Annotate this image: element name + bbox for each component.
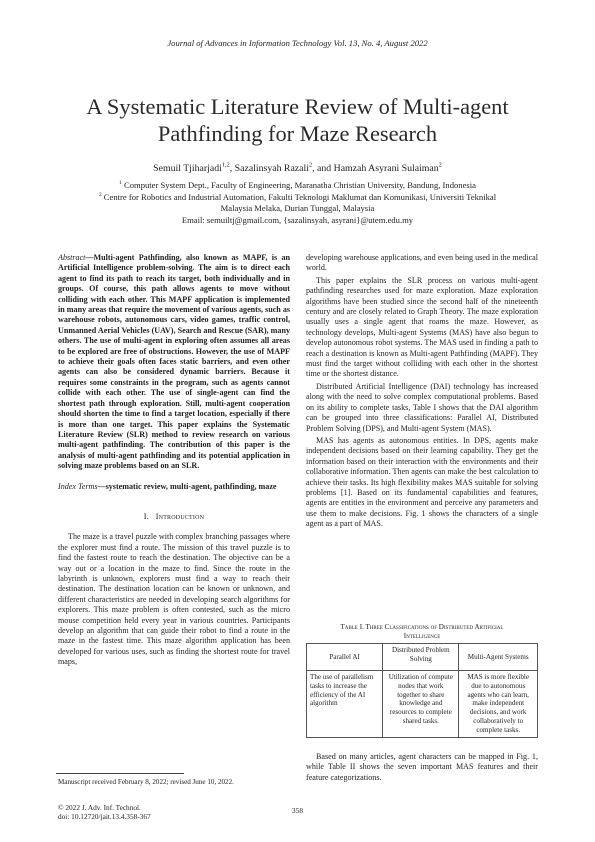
author-1: Semuil Tjiharjadi (153, 163, 222, 174)
right-paragraph-0: developing warehouse applications, and even being used in the medical world. (306, 253, 538, 273)
right-column (306, 253, 538, 530)
left-column (58, 253, 290, 668)
author-2-sup: 2 (308, 161, 313, 169)
intro-paragraph: The maze is a travel puzzle with complex branching passages where the explorer must find a route. The mission of this travel puzzle is to find the fastest route to reach the destination. The objective can be a way out or a location in the maze to find. Since the route in the labyrinth is unknown, explorers must find a way to reach their destination. The destination location can be known or unknown, and different characteristics are needed in developing search algorithms for explorers. This maze problem is often contested, such as the micro mouse competition held every year in various countries. Participants develop an algorithm that can guide their robot to find a route in the maze in the fastest time. This maze algorithm application has been developed for various uses, such as finding the shortest route for travel maps, (58, 532, 290, 667)
title-line-2: Pathfinding for Maze Research (157, 121, 438, 146)
table-header-cell: Multi-Agent Systems (459, 644, 538, 671)
table-caption (306, 623, 538, 641)
right-paragraph-2: Distributed Artificial Intelligence (DAI) technology has increased along with the need to solve complex computational problems. Based on its ability to complete tasks, Table I shows that the DAI algorithm can be grouped into three classifications: Parallel AI, Distributed Problem Solving (DPS), and Multi-agent System (MAS). (306, 381, 538, 433)
table-row (307, 671, 538, 738)
table-caption-line-2: Intelligence (403, 632, 441, 640)
affiliation-1-text: Computer System Dept., Faculty of Engineering, Maranatha Christian University, Bandung, Indonesia (121, 180, 476, 190)
affiliation-1-sup: 1 (119, 180, 122, 187)
affiliation-1 (30, 180, 565, 191)
abstract (58, 253, 290, 472)
paper-title (40, 93, 555, 147)
right-bottom-column (306, 752, 538, 783)
abstract-text: —Multi-agent Pathfinding, also known as MAPF, is an Artificial Intelligence problem-solving. The aim is to direct each agent to find its path to reach its target, both individually and in groups. Of course, this path allows agents to move without colliding with each other. This MAPF application is implemented in many areas that require the movement of various agents, such as warehouse robots, autonomous cars, video games, traffic control, Unmanned Aerial Vehicles (UAV), Search and Rescue (SAR), many others. The use of multi-agent in exploring often assumes all areas to be explored are free of obstructions. However, the use of MAPF to achieve their goals often faces static barriers, and even other agents can also be considered dynamic barriers. Because it requires some constraints in the program, such as agents cannot collide with each other. The use of single-agent can find the shortest path through exploration. Still, multi-agent cooperation should shorten the time to find a target location, especially if there is more than one target. This paper explains the Systematic Literature Review (SLR) method to review research on various multi-agent pathfinding. The contribution of this paper is the analysis of multi-agent pathfinding and its potential application in solving maze problems based on an SLR. (58, 253, 291, 471)
footnote-divider (56, 773, 184, 774)
author-3: , and Hamzah Asyrani Sulaiman (312, 163, 439, 174)
section-number: I. (143, 511, 149, 521)
table-cell: Utilization of compute nodes that work together to share knowledge and resources to complete shared tasks. (383, 671, 459, 738)
affiliation-2-sup: 2 (98, 192, 102, 199)
index-terms (58, 482, 290, 492)
author-list (0, 163, 595, 174)
author-2: , Sazalinsyah Razali (229, 163, 309, 174)
table-cell: The use of parallelism tasks to increase the efficiency of the AI algorithm (307, 671, 383, 738)
table-cell: MAS is more flexible due to autonomous agents who can learn, make independent decisions, and work collaboratively to complete tasks. (459, 671, 538, 738)
copyright: © 2022 J. Adv. Inf. Technol. (58, 803, 141, 812)
right-paragraph-4: Based on many articles, agent characters can be mapped in Fig. 1, while Table II shows the seven important MAS features and their feature categorizations. (306, 752, 538, 782)
table-header-cell: Parallel AI (307, 644, 383, 671)
footnote: Manuscript received February 8, 2022; revised June 10, 2022. (58, 778, 234, 786)
right-paragraph-3: MAS has agents as autonomous entities. In DPS, agents make independent decisions based on their learning capability. They get the information based on their interaction with the environments and their collaborative information. Then agents can make the best calculation to achieve their tasks. Its high flexibility makes MAS suitable for solving problems [1]. Based on its fundamental capabilities and features, agents are entities in the environment and perceive any parameters and use them to make decisions. Fig. 1 shows the characters of a single agent as a part of MAS. (306, 435, 538, 529)
affiliation-2-text: Centre for Robotics and Industrial Automation, Fakulti Teknologi Maklumat dan Komunikasi, Universiti Teknikal (101, 192, 497, 202)
affiliation-2-cont: Malaysia Melaka, Durian Tunggal, Malaysia (220, 203, 375, 213)
right-paragraph-1: This paper explains the SLR process on various multi-agent pathfinding researches used for maze exploration. Maze exploration algorithms have been studied since the second half of the nineteenth century and are closely related to Graph Theory. The maze exploration usually uses a single agent that roams the maze. However, as technology develops, Multi-agent Systems (MAS) have also begun to develop autonomous robot systems. The MAS used in finding a path to reach a destination is known as Multi-agent Pathfinding (MAPF). They must find the target without colliding with each other in the shortest time or the shortest distance. (306, 275, 538, 379)
table-caption-line-1: Table I. Three Classifications of Distributed Artificial (340, 623, 504, 631)
journal-header: Journal of Advances in Information Technology Vol. 13, No. 4, August 2022 (167, 38, 428, 48)
author-1-sup: 1,2 (221, 161, 230, 169)
title-line-1: A Systematic Literature Review of Multi-agent (86, 94, 509, 119)
classification-table (306, 643, 538, 738)
section-title: Introduction (155, 511, 205, 521)
index-terms-text: —systematic review, multi-agent, pathfinding, maze (97, 481, 277, 491)
index-terms-label: Index Terms (58, 481, 98, 491)
doi: doi: 10.12720/jait.13.4.358-367 (58, 812, 151, 821)
email-line: Email: semuiltj@gmail.com, {sazalinsyah, asyrani}@utem.edu.my (181, 215, 414, 225)
author-3-sup: 2 (438, 161, 442, 169)
page-number: 358 (292, 806, 303, 815)
table-header-cell: Distributed Problem Solving (383, 644, 459, 671)
section-heading (58, 512, 290, 522)
abstract-label: Abstract (58, 253, 86, 262)
affiliation-2 (30, 192, 565, 203)
table-header-row (307, 644, 538, 671)
